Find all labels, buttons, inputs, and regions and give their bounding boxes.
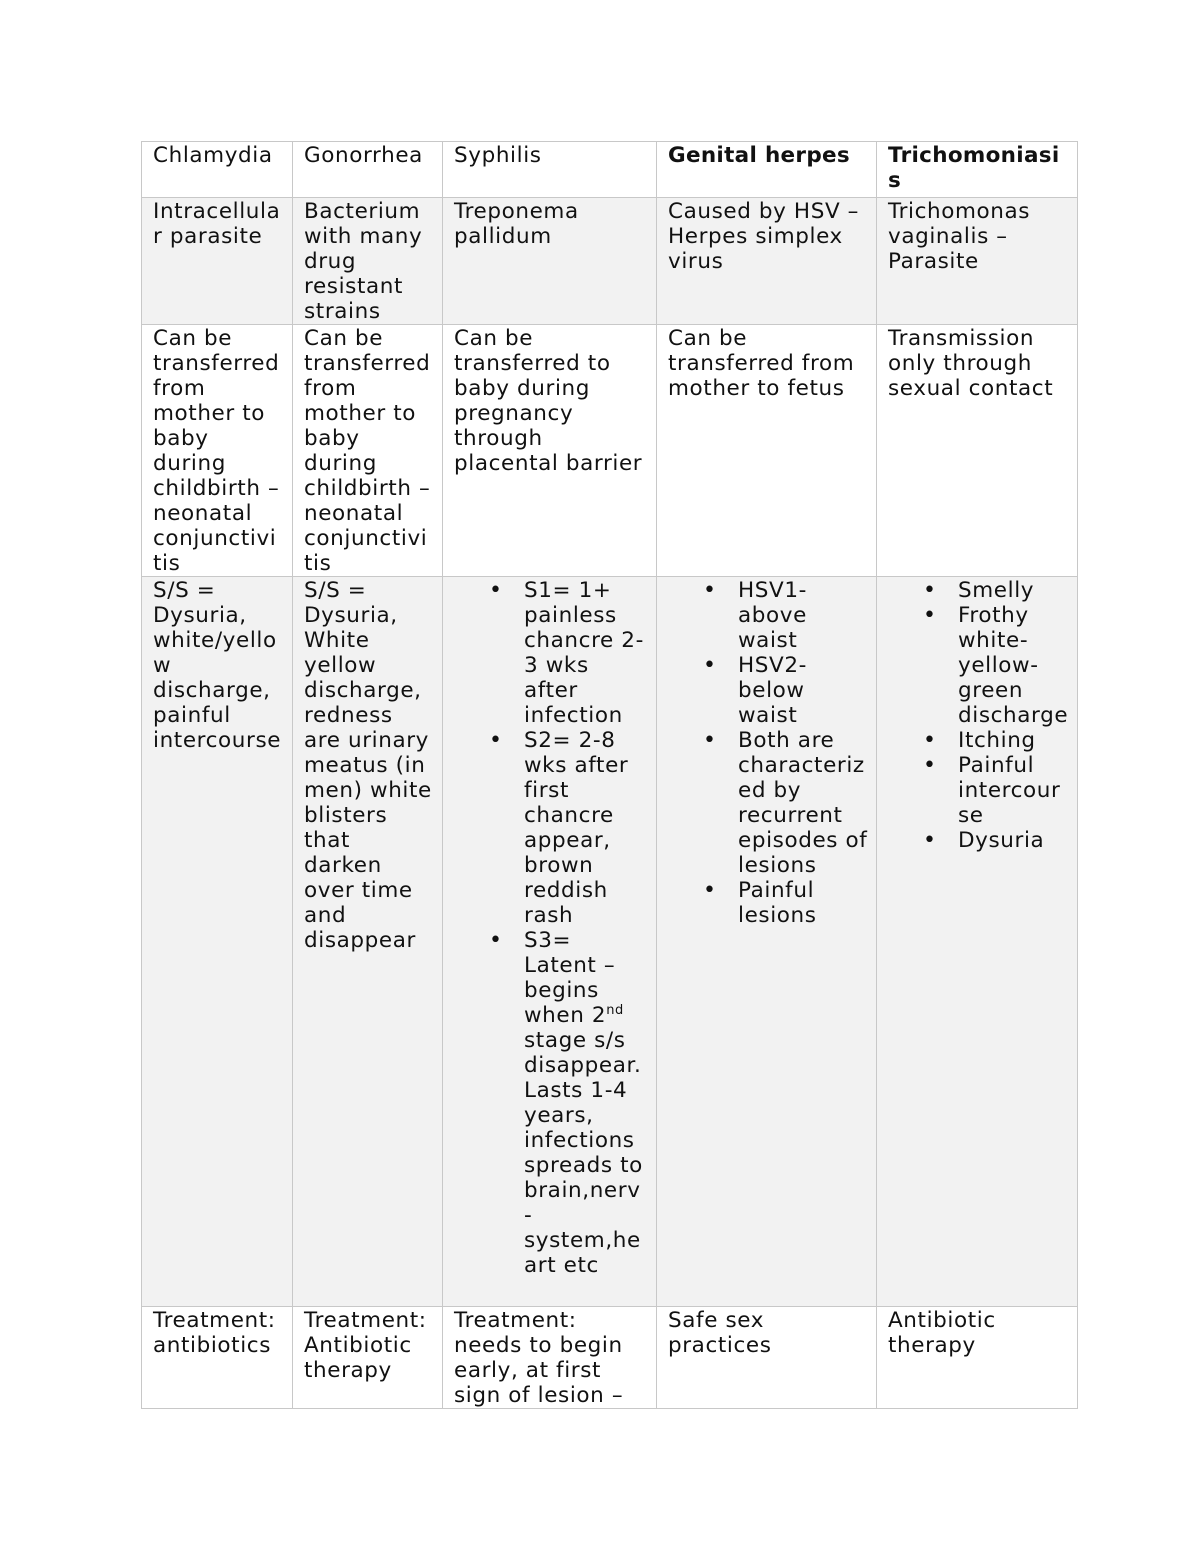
list-item: • S2= 2-8 wks after first chancre appear, brown reddish rash: [454, 728, 648, 928]
sti-comparison-table: [141, 141, 1078, 1409]
list-item: • Painful lesions: [668, 878, 868, 928]
symptoms-trichomoniasis: [877, 577, 1078, 1307]
syphilis-stage-list: [454, 578, 648, 1278]
header-trichomoniasis: Trichomoniasis: [877, 142, 1078, 198]
header-syphilis: Syphilis: [443, 142, 657, 198]
transmission-chlamydia: Can be transferred from mother to baby during childbirth – neonatal conjunctivitis: [142, 325, 293, 577]
list-item: • Painful intercourse: [888, 753, 1069, 828]
herpes-symptom-list: [668, 578, 868, 928]
header-gonorrhea: Gonorrhea: [293, 142, 443, 198]
stage3-text-start: S3= Latent – begins when 2: [524, 928, 616, 1028]
symptoms-gonorrhea: S/S = Dysuria, White yellow discharge, redness are urinary meatus (in men) white blisters that darken over time and disappear: [293, 577, 443, 1307]
list-item: • Smelly: [888, 578, 1069, 603]
list-item: • Dysuria: [888, 828, 1069, 853]
list-item: • Itching: [888, 728, 1069, 753]
treatment-gonorrhea: Treatment: Antibiotic therapy: [293, 1307, 443, 1409]
transmission-genital-herpes: Can be transferred from mother to fetus: [657, 325, 877, 577]
symptoms-chlamydia: S/S = Dysuria, white/yellow discharge, painful intercourse: [142, 577, 293, 1307]
header-chlamydia: Chlamydia: [142, 142, 293, 198]
list-item: • HSV2- below waist: [668, 653, 868, 728]
treatment-syphilis: Treatment: needs to begin early, at first sign of lesion –: [443, 1307, 657, 1409]
header-genital-herpes: Genital herpes: [657, 142, 877, 198]
symptoms-genital-herpes: [657, 577, 877, 1307]
list-item: [454, 928, 648, 1278]
cause-row: [142, 198, 1078, 325]
treatment-row: [142, 1307, 1078, 1409]
cause-gonorrhea: Bacterium with many drug resistant strains: [293, 198, 443, 325]
transmission-trichomoniasis: Transmission only through sexual contact: [877, 325, 1078, 577]
stage3-text-end: stage s/s disappear. Lasts 1-4 years, infections spreads to brain,nerv-system,heart etc: [524, 1028, 643, 1278]
transmission-gonorrhea: Can be transferred from mother to baby during childbirth – neonatal conjunctivitis: [293, 325, 443, 577]
cause-trichomoniasis: Trichomonas vaginalis – Parasite: [877, 198, 1078, 325]
trich-symptom-list: [888, 578, 1069, 853]
cause-chlamydia: Intracellular parasite: [142, 198, 293, 325]
cause-syphilis: Treponema pallidum: [443, 198, 657, 325]
ordinal-suffix: nd: [606, 1002, 624, 1018]
list-item: • Frothy white-yellow-green discharge: [888, 603, 1069, 728]
list-item: • Both are characterized by recurrent episodes of lesions: [668, 728, 868, 878]
treatment-trichomoniasis: Antibiotic therapy: [877, 1307, 1078, 1409]
header-row: [142, 142, 1078, 198]
cause-genital-herpes: Caused by HSV – Herpes simplex virus: [657, 198, 877, 325]
treatment-chlamydia: Treatment: antibiotics: [142, 1307, 293, 1409]
treatment-genital-herpes: Safe sex practices: [657, 1307, 877, 1409]
list-item: • S1= 1+ painless chancre 2-3 wks after infection: [454, 578, 648, 728]
symptoms-syphilis: [443, 577, 657, 1307]
list-item: • HSV1- above waist: [668, 578, 868, 653]
symptoms-row: [142, 577, 1078, 1307]
transmission-row: [142, 325, 1078, 577]
transmission-syphilis: Can be transferred to baby during pregnancy through placental barrier: [443, 325, 657, 577]
